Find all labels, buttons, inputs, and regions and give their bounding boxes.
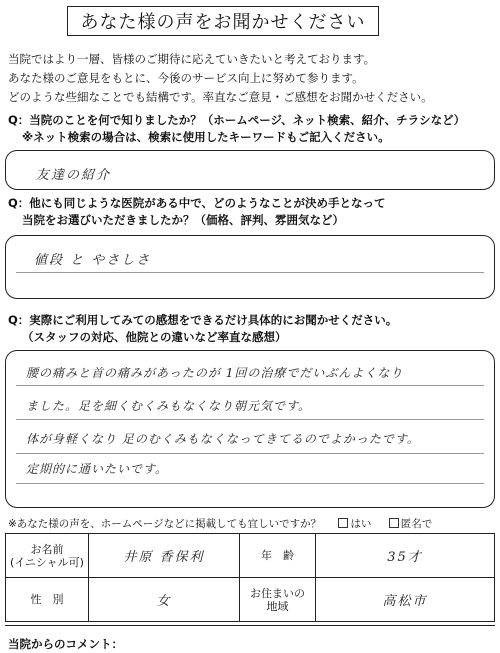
question-1-line2: ※ネット検索の場合は、検索に使用したキーワードもご記入ください。 — [22, 130, 390, 144]
gender-label-cell — [6, 578, 89, 622]
answer-line — [16, 272, 484, 273]
age-value: 35才 — [387, 550, 423, 565]
publish-permission — [8, 516, 432, 531]
answer-1-text: 友達の紹介 — [36, 168, 112, 183]
checkbox-icon[interactable] — [389, 518, 399, 528]
question-3-line1: Q：実際にご利用してみての感想をできるだけ具体的にお聞かせください。 — [8, 313, 398, 327]
answer-line — [16, 453, 484, 454]
name-sublabel: (イニシャル可) — [10, 555, 84, 569]
answer-3-line: 腰の痛みと首の痛みがあったのが 1回の治療でだいぶんよくなり — [26, 366, 404, 380]
answer-line — [16, 385, 484, 386]
name-label-cell — [6, 534, 89, 578]
intro-paragraph — [8, 50, 496, 107]
answer-1-box[interactable] — [5, 150, 495, 190]
intro-line: あなた様のご意見をもとに、今後のサービス向上に努めて参ります。 — [8, 71, 364, 85]
gender-value: 女 — [156, 594, 172, 609]
gender-label: 性 別 — [30, 593, 64, 606]
age-label-cell — [240, 534, 316, 578]
answer-2-text: 値段 と やさしさ — [34, 253, 152, 268]
question-1-line1: Q：当院のことを何で知りましたか？（ホームページ、ネット検索、紹介、チラシなど） — [8, 113, 466, 127]
answer-line — [16, 483, 484, 484]
page-title — [67, 6, 379, 36]
question-2-line1: Q：他にも同じような医院がある中で、どのようなことが決め手となって — [8, 196, 386, 210]
permission-anon-label: 匿名で — [400, 518, 433, 530]
name-label: お名前 — [30, 542, 64, 556]
age-value-cell[interactable] — [316, 534, 495, 578]
info-table — [5, 533, 495, 622]
clinic-comment-label: 当院からのコメント： — [8, 637, 123, 651]
age-label: 年 齢 — [261, 549, 294, 562]
answer-3-line: 定期的に通いたいです。 — [26, 462, 169, 476]
info-row — [6, 534, 495, 578]
answer-3-box[interactable] — [5, 350, 495, 508]
address-value-cell[interactable] — [316, 578, 495, 622]
answer-3-line: ました。足を細くむくみもなくなり朝元気です。 — [26, 399, 312, 413]
permission-anon[interactable] — [389, 518, 433, 530]
comment-divider — [5, 625, 495, 626]
question-2 — [8, 195, 386, 229]
answer-3-line: 体が身軽くなり 足のむくみもなくなってきてるのでよかったです。 — [26, 432, 420, 446]
name-value: 井原 香保利 — [123, 550, 205, 565]
address-value: 高松市 — [382, 594, 428, 609]
permission-yes-label: はい — [350, 518, 372, 530]
checkbox-icon[interactable] — [338, 518, 348, 528]
permission-yes[interactable] — [338, 518, 371, 530]
answer-2-box[interactable] — [5, 235, 495, 299]
gender-value-cell[interactable] — [89, 578, 240, 622]
info-row — [6, 578, 495, 622]
question-3 — [8, 312, 397, 346]
name-value-cell[interactable] — [89, 534, 240, 578]
address-label-2: 地域 — [266, 599, 289, 613]
answer-line — [16, 419, 484, 420]
page-title-text: あなた様の声をお聞かせください — [80, 12, 366, 33]
question-3-line2: （スタッフの対応、他院との違いなど率直な感想） — [22, 330, 287, 344]
question-1 — [8, 112, 465, 146]
address-label-cell — [240, 578, 316, 622]
intro-line: どのような些細なことでも結構です。率直なご意見・ご感想をお聞かせください。 — [8, 90, 433, 104]
address-label: お住まいの — [250, 586, 305, 600]
intro-line: 当院ではより一層、皆様のご期待に応えていきたいと考えております。 — [8, 52, 376, 66]
question-2-line2: 当院をお選びいただきましたか？（価格、評判、雰囲気など） — [22, 213, 344, 227]
permission-question: ※あなた様の声を、ホームページなどに掲載しても宜しいですか？ — [8, 518, 322, 530]
